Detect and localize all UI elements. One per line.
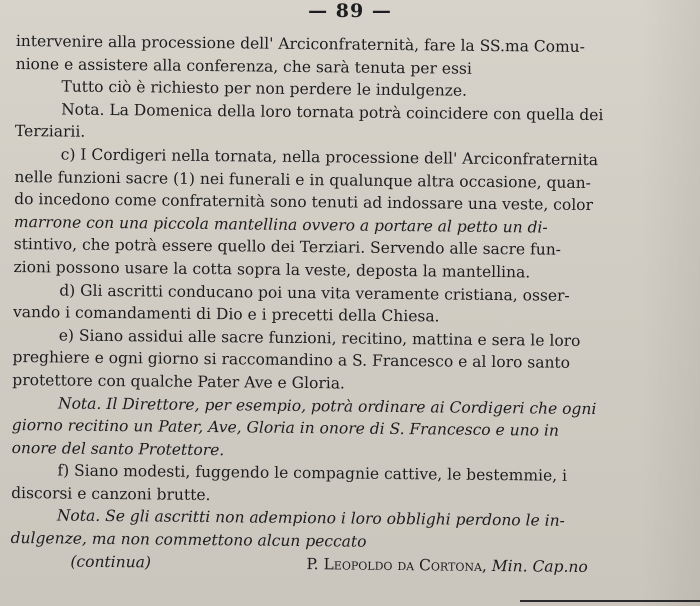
page-number: — 89 —: [308, 0, 392, 22]
text-line-16: protettore con qualche Pater Ave e Gloria.: [12, 370, 346, 393]
text-line-18: giorno recitino un Pater, Ave, Gloria in onore di S. Francesco e uno in: [11, 416, 559, 440]
text-line-8: do incedono come confraternità sono tenuti ad indossare una veste, color: [14, 190, 594, 215]
author-signature: [306, 553, 588, 579]
text-line-20: f) Siano modesti, fuggendo le compagnie cattive, le bestemmie, i: [57, 461, 568, 486]
text-line-15: preghiere e ogni giorno si raccomandino a S. Francesco e al loro santo: [12, 348, 571, 373]
text-line-21: discorsi e canzoni brutte.: [11, 483, 211, 504]
author-order: Min. Cap.no: [491, 556, 588, 576]
text-line-22: Nota. Se gli ascritti non adempiono i loro obblighi perdono le in-: [56, 506, 565, 531]
text-line-19: onore del santo Protettore.: [11, 438, 225, 459]
bottom-rule: [520, 600, 700, 602]
text-line-3: Tutto ciò è richiesto per non perdere le indulgenze.: [61, 77, 468, 100]
text-line-9: marrone con una piccola mantellina ovvero a portare al petto un di-: [13, 212, 548, 237]
text-line-5: Terziarii.: [14, 122, 86, 142]
continua-label: (continua): [70, 552, 152, 572]
text-line-1: intervenire alla processione dell' Arciconfraternità, fare la SS.ma Comu-: [15, 31, 586, 56]
text-line-7: nelle funzioni sacre (1) nei funerali e in qualunque altra occasione, quan-: [14, 167, 591, 192]
text-line-23: dulgenze, ma non commettono alcun peccato: [10, 529, 367, 551]
author-name: P. Leopoldo da Cortona,: [306, 554, 487, 575]
text-line-6: c) I Cordigeri nella tornata, nella processione dell' Arciconfraternita: [60, 145, 599, 170]
text-line-11: zioni possono usare la cotta sopra la veste, deposta la mantellina.: [13, 257, 531, 282]
text-line-14: e) Siano assidui alle sacre funzioni, recitino, mattina e sera le loro: [58, 326, 581, 350]
text-line-2: nione e assistere alla conferenza, che sarà tenuta per essi: [15, 54, 472, 78]
text-line-10: stintivo, che potrà essere quello dei Terziari. Servendo alle sacre fun-: [13, 235, 562, 260]
text-line-12: d) Gli ascritti conducano poi una vita veramente cristiana, osser-: [59, 280, 570, 305]
text-line-17: Nota. Il Direttore, per esempio, potrà ordinare ai Cordigeri che ogni: [58, 393, 597, 418]
body-text: [10, 30, 656, 576]
text-line-13: vando i comandamenti di Dio e i precetti della Chiesa.: [12, 303, 440, 326]
text-line-4: Nota. La Domenica della loro tornata potrà coincidere con quella dei: [61, 100, 604, 124]
